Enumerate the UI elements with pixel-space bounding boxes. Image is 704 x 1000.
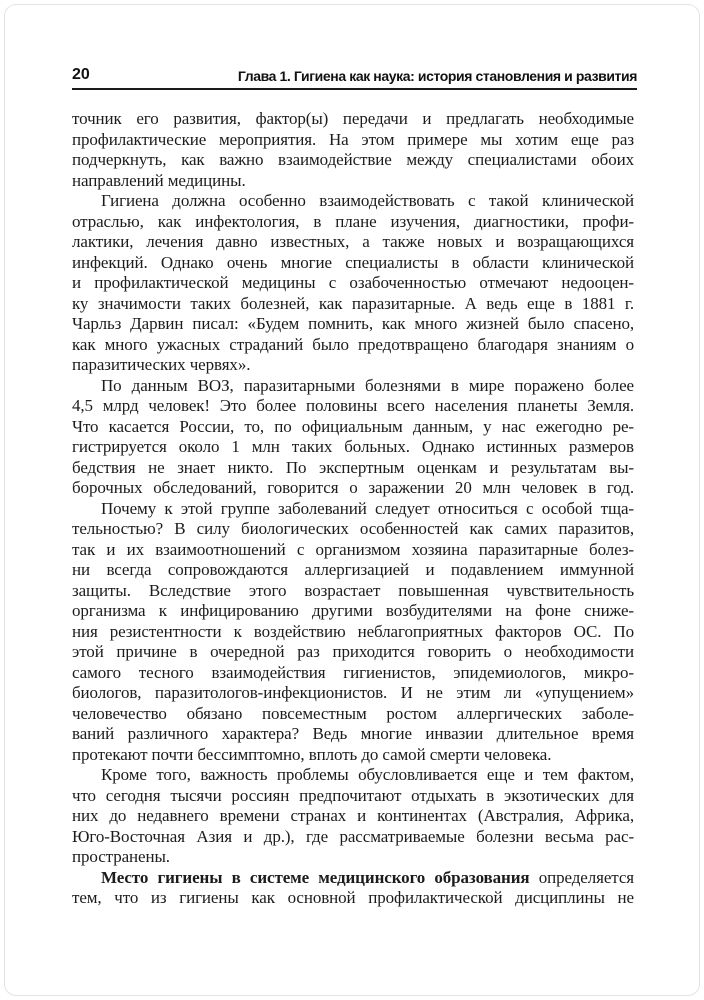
paragraph [72,765,634,868]
page-number: 20 [72,66,90,83]
text-line: что сегодня тысячи россиян предпочитают отдыхать в экзотических для [72,785,634,805]
paragraph [72,109,634,191]
text-line: борочных обследований, говорится о заражении 20 млн человек в год. [72,478,634,497]
text-line: ния резистентности к воздействию неблагоприятных факторов ОС. По [72,621,634,641]
text-line: Что касается России, то, по официальным данным, у нас ежегодно ре- [72,416,634,436]
text-line: ваний различного характера? Ведь многие инвазии длительное время [72,724,634,743]
text-run: определяется [529,867,634,887]
text-line: тельностью? В силу биологических особенностей как самих паразитов, [72,519,634,538]
text-line: защиты. Вследствие этого возрастает повышенная чувствительность [72,580,634,600]
text-line: Кроме того, важность проблемы обусловливается еще и тем фактом, [101,765,634,784]
paragraph [72,868,634,909]
chapter-header: Глава 1. Гигиена как наука: история становления и развития [237,68,637,84]
text-line: них до недавнего времени странах и континентах (Австралия, Африка, [72,806,634,825]
text-line: ку значимости таких болезней, как паразитарные. А ведь еще в 1881 г. [72,293,634,313]
text-line: Юго-Восточная Азия и др.), где рассматриваемые болезни весьма рас- [72,826,634,846]
text-line: По данным ВОЗ, паразитарными болезнями в мире поражено более [101,375,634,395]
text-line: направлений медицины. [72,170,246,190]
text-line: биологов, паразитологов-инфекционистов. И не этим ли «упущением» [72,683,634,702]
text-line: Почему к этой группе заболеваний следует относиться с особой тща- [101,498,634,518]
text-line: инфекций. Однако очень многие специалисты в области клинической [72,252,634,272]
text-line: точник его развития, фактор(ы) передачи и предлагать необходимые [72,109,634,128]
text-line [72,868,634,889]
running-head [72,64,637,84]
text-line: отраслью, как инфектология, в плане изучения, диагностики, профи- [72,211,634,231]
paragraph [72,191,634,376]
bold-run: Место гигиены в системе медицинского образования [101,867,530,887]
text-line: бедствия не знает никто. По экспертным оценкам и результатам вы- [72,457,634,477]
text-line: паразитических червях». [72,355,251,374]
text-line: гистрируется около 1 млн таких больных. Однако истинных размеров [72,437,634,456]
text-line: лактики, лечения давно известных, а также новых и возращающихся [72,232,634,251]
text-line: профилактические мероприятия. На этом примере мы хотим еще раз [72,129,634,149]
text-line: организма к инфицированию другими возбудителями на фоне сниже- [72,601,634,620]
text-line: Гигиена должна особенно взаимодействовать с такой клинической [101,191,634,210]
paragraph [72,499,634,766]
text-line: и профилактической медицины с озабоченностью отмечают недооцен- [72,273,634,292]
text-line: протекают почти бессимптомно, вплоть до самой смерти человека. [72,744,552,764]
text-line: самого тесного взаимодействия гигиенистов, эпидемиологов, микро- [72,662,634,682]
paragraph [72,376,634,499]
text-line: подчеркнуть, как важно взаимодействие между специалистами обоих [72,150,634,169]
text-line: ни всегда сопровождаются аллергизацией и подавлением иммунной [72,560,634,579]
text-line: пространены. [72,847,170,866]
header-rule [72,88,637,90]
text-line: тем, что из гигиены как основной профилактической дисциплины не [72,888,634,907]
text-line: этой причине в очередной раз приходится говорить о необходимости [72,642,634,661]
text-line: 4,5 млрд человек! Это более половины всего населения планеты Земля. [72,396,634,415]
page-body [72,109,634,909]
text-line: так и их взаимоотношений с организмом хозяина паразитарные болез- [72,539,634,559]
text-line: Чарльз Дарвин писал: «Будем помнить, как много жизней было спасено, [72,314,634,333]
text-line: человечество обязано повсеместным ростом аллергических заболе- [72,703,634,723]
text-line: как много ужасных страданий было предотвращено благодаря знаниям о [72,334,634,354]
